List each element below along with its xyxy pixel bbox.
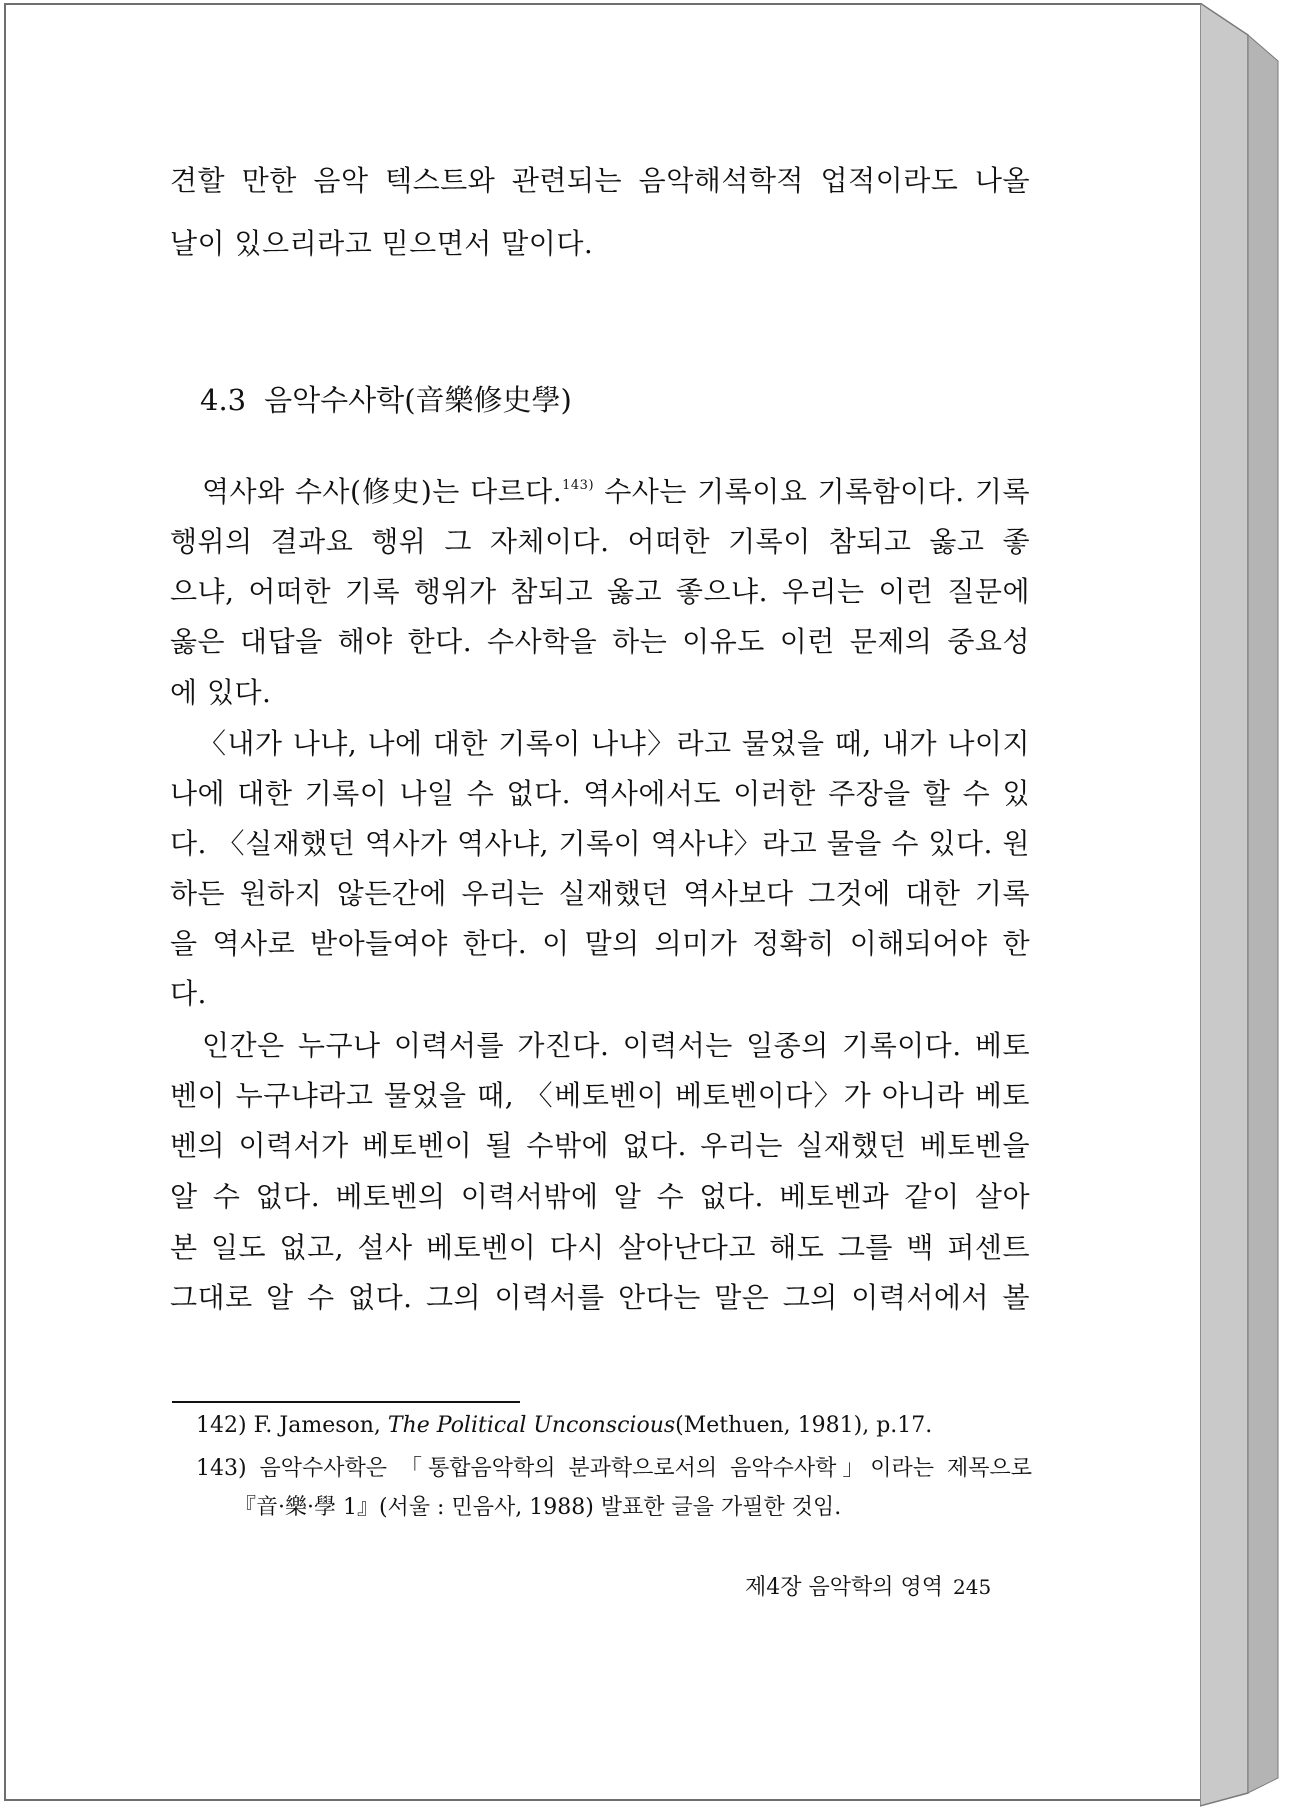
text-line: 〈내가 나냐, 나에 대한 기록이 나냐〉라고 물었을 때, 내가 나이지 — [198, 727, 1030, 760]
footnote-143-continued: 『音·樂·學 1』(서울 : 민음사, 1988) 발표한 글을 가필한 것임. — [234, 1495, 842, 1520]
footnote-ref: 143) — [562, 478, 595, 493]
footnote-142 — [196, 1413, 932, 1438]
text-span: 역사와 수사(修史)는 다르다. — [202, 475, 563, 508]
footnote-author: F. Jameson, — [253, 1413, 388, 1438]
chapter-title: 제4장 음악학의 영역 — [745, 1575, 943, 1600]
text-line: 하든 원하지 않든간에 우리는 실재했던 역사보다 그것에 대한 기록 — [170, 877, 1030, 910]
footnote-number: 143) — [196, 1456, 247, 1481]
text-line: 벤의 이력서가 베토벤이 될 수밖에 없다. 우리는 실재했던 베토벤을 — [170, 1129, 1030, 1162]
text-line: 다. 〈실재했던 역사가 역사냐, 기록이 역사냐〉라고 물을 수 있다. 원 — [170, 827, 1030, 860]
section-number: 4.3 — [200, 383, 247, 417]
text-line: 본 일도 없고, 설사 베토벤이 다시 살아난다고 해도 그를 백 퍼센트 — [170, 1231, 1030, 1264]
text-span: 수사는 기록이요 기록함이다. 기록 — [594, 475, 1030, 508]
footnote-book-title: The Political Unconscious — [387, 1413, 676, 1438]
text-line: 알 수 없다. 베토벤의 이력서밖에 알 수 없다. 베토벤과 같이 살아 — [170, 1180, 1030, 1213]
section-heading — [200, 378, 572, 419]
text-line: 을 역사로 받아들여야 한다. 이 말의 의미가 정확히 이해되어야 한 — [170, 927, 1030, 960]
text-line: 옳은 대답을 해야 한다. 수사학을 하는 이유도 이런 문제의 중요성 — [170, 625, 1030, 658]
text-line — [202, 475, 1030, 508]
text-line: 그대로 알 수 없다. 그의 이력서를 안다는 말은 그의 이력서에서 볼 — [170, 1281, 1030, 1314]
page-edge-shadow — [1200, 3, 1201, 4]
footnote-text: 음악수사학은 「통합음악학의 분과학으로서의 음악수사학」이라는 제목으로 — [259, 1456, 1032, 1481]
text-line: 다. — [170, 977, 207, 1010]
running-footer — [745, 1570, 991, 1601]
section-title: 음악수사학(音樂修史學) — [264, 383, 572, 417]
text-line: 에 있다. — [170, 676, 272, 709]
page-number: 245 — [953, 1575, 992, 1599]
footnote-divider — [172, 1401, 520, 1403]
text-line: 날이 있으리라고 믿으면서 말이다. — [170, 227, 594, 260]
footnote-number: 142) — [196, 1413, 247, 1438]
text-line: 견할 만한 음악 텍스트와 관련되는 음악해석학적 업적이라도 나올 — [170, 164, 1030, 197]
footnote-143 — [196, 1451, 1032, 1482]
text-line: 나에 대한 기록이 나일 수 없다. 역사에서도 이러한 주장을 할 수 있 — [170, 777, 1030, 810]
text-line: 벤이 누구냐라고 물었을 때, 〈베토벤이 베토벤이다〉가 아니라 베토 — [170, 1079, 1030, 1112]
text-line: 으냐, 어떠한 기록 행위가 참되고 옳고 좋으냐. 우리는 이런 질문에 — [170, 575, 1030, 608]
footnote-publisher: (Methuen, 1981), p.17. — [675, 1413, 933, 1438]
text-line: 인간은 누구나 이력서를 가진다. 이력서는 일종의 기록이다. 베토 — [202, 1029, 1030, 1062]
text-line: 행위의 결과요 행위 그 자체이다. 어떠한 기록이 참되고 옳고 좋 — [170, 525, 1030, 558]
